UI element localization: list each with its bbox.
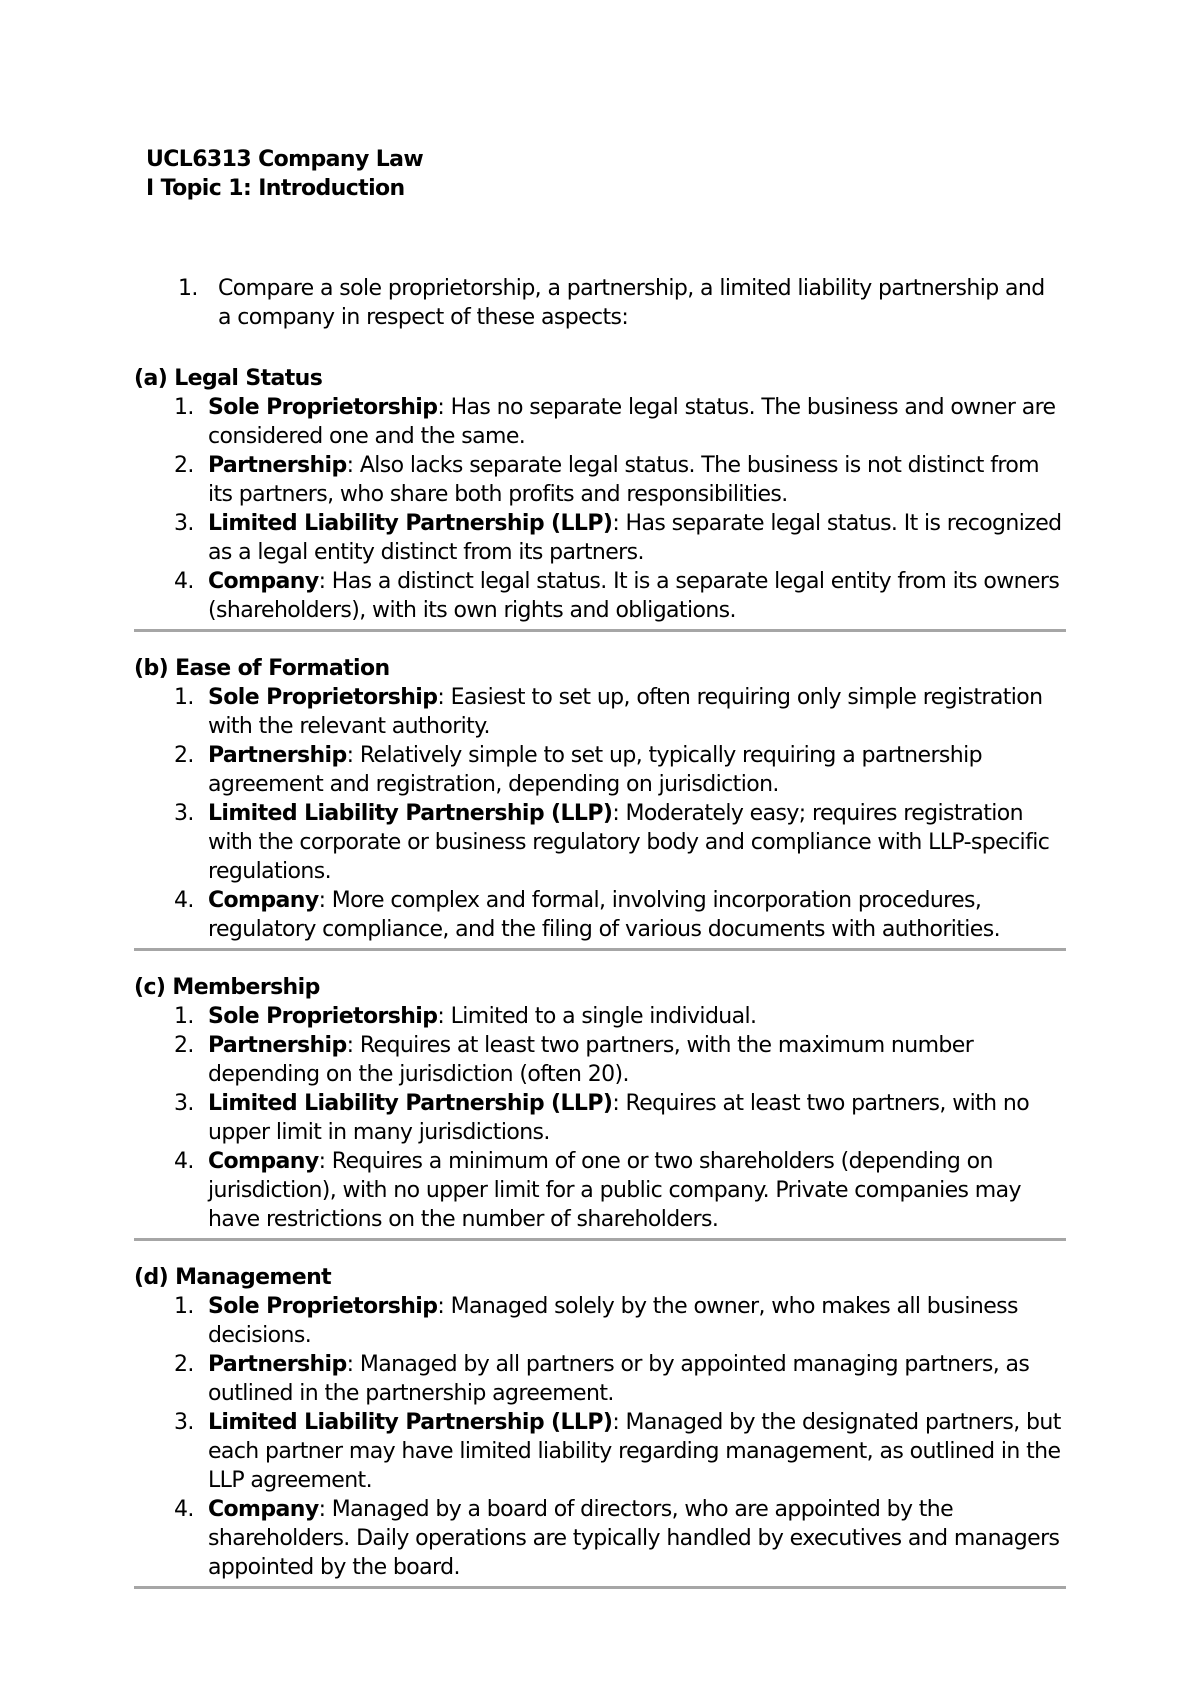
item-number: 1. bbox=[174, 685, 194, 710]
section-heading: (a) Legal Status bbox=[134, 366, 323, 391]
item-number: 4. bbox=[174, 1497, 194, 1522]
item-text: : Managed by the designated partners, but each partner may have limited liability regarding management, as outlined in the LLP agreement. bbox=[208, 1410, 1061, 1493]
item-label: Sole Proprietorship bbox=[208, 395, 438, 420]
section-divider bbox=[134, 629, 1066, 632]
item-text: : Requires at least two partners, with the maximum number depending on the jurisdiction (often 20). bbox=[208, 1033, 974, 1087]
list-item bbox=[134, 1408, 1066, 1495]
section-heading: (b) Ease of Formation bbox=[134, 656, 390, 681]
list-item bbox=[134, 1089, 1066, 1147]
item-label: Company bbox=[208, 569, 319, 594]
item-number: 2. bbox=[174, 743, 194, 768]
section-membership bbox=[134, 973, 1066, 1241]
item-text: : Requires a minimum of one or two shareholders (depending on jurisdiction), with no upper limit for a public company. Private companies may have restrictions on the number of shareholders. bbox=[208, 1149, 1021, 1232]
item-text: : More complex and formal, involving incorporation procedures, regulatory compliance, and the filing of various documents with authorities. bbox=[208, 888, 1001, 942]
list-item bbox=[134, 799, 1066, 886]
item-text: : Moderately easy; requires registration with the corporate or business regulatory body and compliance with LLP-specific regulations. bbox=[208, 801, 1050, 884]
list-item bbox=[134, 1002, 1066, 1031]
section-heading: (d) Management bbox=[134, 1265, 332, 1290]
item-text: : Easiest to set up, often requiring only simple registration with the relevant authority. bbox=[208, 685, 1043, 739]
list-item bbox=[134, 1031, 1066, 1089]
item-label: Partnership bbox=[208, 743, 347, 768]
section-legal-status bbox=[134, 364, 1066, 632]
list-item bbox=[134, 683, 1066, 741]
item-label: Partnership bbox=[208, 453, 347, 478]
item-text: : Also lacks separate legal status. The business is not distinct from its partners, who share both profits and responsibilities. bbox=[208, 453, 1040, 507]
item-number: 2. bbox=[174, 453, 194, 478]
question-intro bbox=[178, 274, 1058, 332]
section-divider bbox=[134, 948, 1066, 951]
item-label: Partnership bbox=[208, 1352, 347, 1377]
list-item bbox=[134, 567, 1066, 625]
item-number: 3. bbox=[174, 1091, 194, 1116]
item-text: : Limited to a single individual. bbox=[437, 1004, 757, 1029]
list-item bbox=[134, 509, 1066, 567]
item-label: Partnership bbox=[208, 1033, 347, 1058]
item-number: 1. bbox=[174, 1004, 194, 1029]
item-number: 2. bbox=[174, 1352, 194, 1377]
item-number: 4. bbox=[174, 1149, 194, 1174]
list-item bbox=[134, 393, 1066, 451]
item-number: 4. bbox=[174, 888, 194, 913]
item-text: : Has a distinct legal status. It is a separate legal entity from its owners (shareholders), with its own rights and obligations. bbox=[208, 569, 1060, 623]
item-text: : Has no separate legal status. The business and owner are considered one and the same. bbox=[208, 395, 1056, 449]
section-ease-of-formation bbox=[134, 654, 1066, 951]
section-management bbox=[134, 1263, 1066, 1589]
list-item bbox=[134, 1147, 1066, 1234]
item-label: Sole Proprietorship bbox=[208, 685, 438, 710]
question-text: Compare a sole proprietorship, a partnership, a limited liability partnership and a company in respect of these aspects: bbox=[218, 276, 1045, 330]
item-text: : Managed by a board of directors, who are appointed by the shareholders. Daily operations are typically handled by executives and managers appointed by the board. bbox=[208, 1497, 1060, 1580]
item-label: Company bbox=[208, 1497, 319, 1522]
item-text: : Managed by all partners or by appointed managing partners, as outlined in the partnership agreement. bbox=[208, 1352, 1030, 1406]
item-number: 1. bbox=[174, 1294, 194, 1319]
item-label: Sole Proprietorship bbox=[208, 1004, 438, 1029]
item-text: : Has separate legal status. It is recognized as a legal entity distinct from its partners. bbox=[208, 511, 1062, 565]
list-item bbox=[134, 1495, 1066, 1582]
item-text: : Managed solely by the owner, who makes all business decisions. bbox=[208, 1294, 1018, 1348]
topic-title: I Topic 1: Introduction bbox=[146, 176, 405, 201]
item-number: 4. bbox=[174, 569, 194, 594]
list-item bbox=[134, 886, 1066, 944]
section-divider bbox=[134, 1238, 1066, 1241]
item-label: Sole Proprietorship bbox=[208, 1294, 438, 1319]
question-number: 1. bbox=[178, 276, 198, 301]
item-number: 3. bbox=[174, 511, 194, 536]
course-title: UCL6313 Company Law bbox=[146, 147, 424, 172]
list-item bbox=[134, 1292, 1066, 1350]
item-number: 3. bbox=[174, 801, 194, 826]
item-text: : Requires at least two partners, with no upper limit in many jurisdictions. bbox=[208, 1091, 1030, 1145]
item-label: Limited Liability Partnership (LLP) bbox=[208, 1091, 613, 1116]
section-divider bbox=[134, 1586, 1066, 1589]
list-item bbox=[134, 451, 1066, 509]
item-label: Limited Liability Partnership (LLP) bbox=[208, 801, 613, 826]
item-label: Company bbox=[208, 888, 319, 913]
item-text: : Relatively simple to set up, typically requiring a partnership agreement and registration, depending on jurisdiction. bbox=[208, 743, 982, 797]
item-number: 3. bbox=[174, 1410, 194, 1435]
section-heading: (c) Membership bbox=[134, 975, 320, 1000]
item-label: Company bbox=[208, 1149, 319, 1174]
item-number: 1. bbox=[174, 395, 194, 420]
list-item bbox=[134, 1350, 1066, 1408]
list-item bbox=[134, 741, 1066, 799]
item-label: Limited Liability Partnership (LLP) bbox=[208, 511, 613, 536]
item-label: Limited Liability Partnership (LLP) bbox=[208, 1410, 613, 1435]
item-number: 2. bbox=[174, 1033, 194, 1058]
document-header bbox=[146, 145, 423, 203]
